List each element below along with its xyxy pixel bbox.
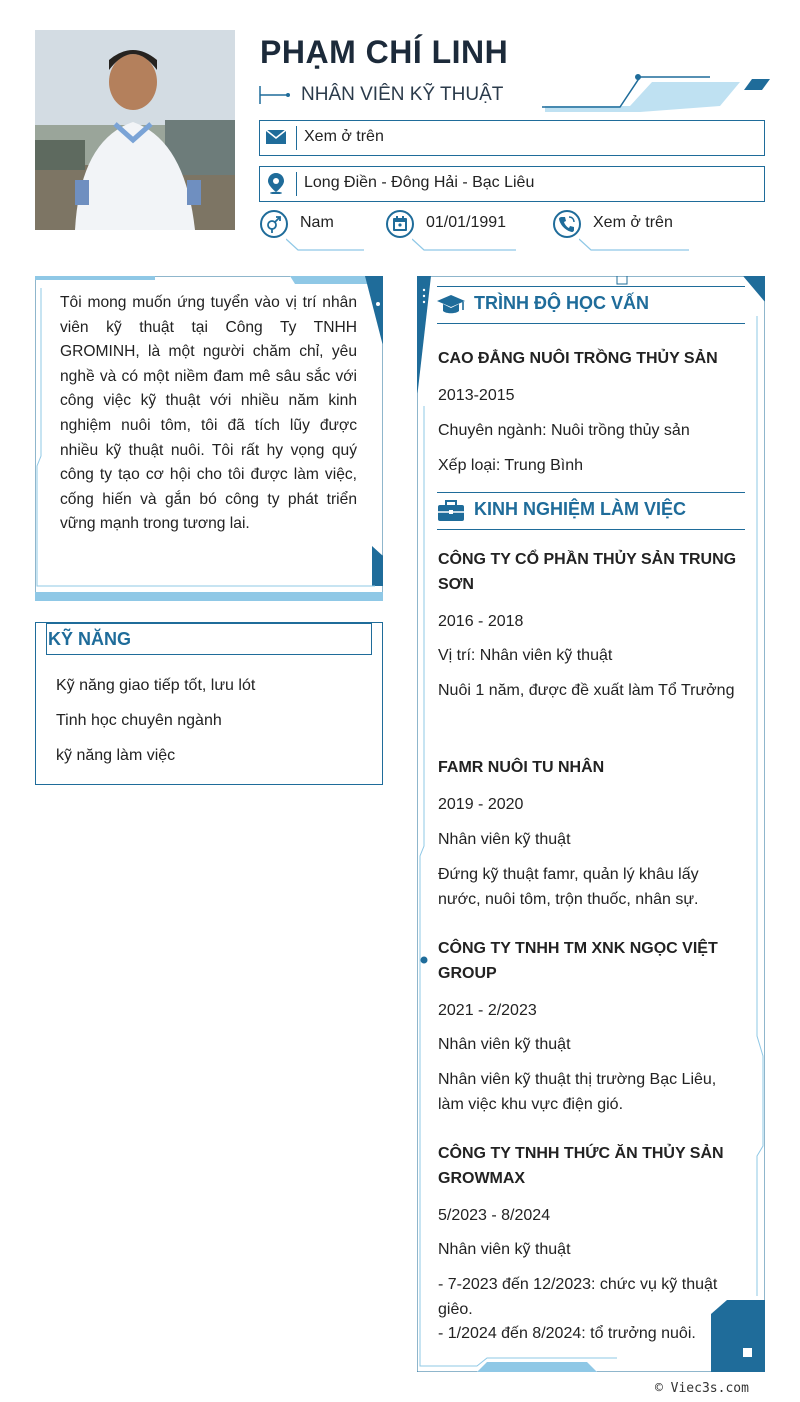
education-heading [437,286,745,324]
job-period: 2016 - 2018 [438,613,524,630]
birthday-value: 01/01/1991 [426,214,507,231]
job-company: CÔNG TY TNHH THỨC ĂN THỦY SẢN GROWMAX [438,1145,724,1187]
skill-item: Kỹ năng giao tiếp tốt, lưu lót [56,677,256,694]
underline-decoration [286,238,366,252]
underline-decoration [412,238,518,252]
job-period: 2019 - 2020 [438,796,524,813]
title-line-decoration [259,86,291,104]
job-period: 5/2023 - 8/2024 [438,1207,551,1224]
header-circuit-decoration [540,74,772,114]
education-years: 2013-2015 [438,387,515,404]
job-company: FAMR NUÔI TU NHÂN [438,759,605,776]
job-company: CÔNG TY TNHH TM XNK NGỌC VIỆT GROUP [438,940,718,982]
envelope-icon [265,126,287,148]
phone-value: Xem ở trên [593,214,673,231]
job-description: - 7-2023 đến 12/2023: chức vụ kỹ thuật giêo. [438,1276,718,1318]
education-rank: Xếp loại: Trung Bình [438,457,583,474]
separator [296,126,297,150]
footer-copyright: © Viec3s.com [655,1381,749,1396]
job-company: CÔNG TY CỔ PHẦN THỦY SẢN TRUNG SƠN [438,551,737,593]
skill-item: kỹ năng làm việc [56,747,176,764]
job-description-2: - 1/2024 đến 8/2024: tổ trưởng nuôi. [438,1325,696,1342]
email-value: Xem ở trên [304,128,384,145]
job-description: Nuôi 1 năm, được đề xuất làm Tổ Trưởng [438,682,735,699]
separator [296,172,297,196]
school-name: CAO ĐẲNG NUÔI TRỒNG THỦY SẢN [438,350,718,367]
job-role: Nhân viên kỹ thuật [438,1241,571,1258]
address-value: Long Điền - Đông Hải - Bạc Liêu [304,174,535,191]
job-position: NHÂN VIÊN KỸ THUẬT [301,84,504,105]
experience-title: KINH NGHIỆM LÀM VIỆC [474,499,687,519]
email-row [259,120,765,156]
job-period: 2021 - 2/2023 [438,1002,537,1019]
job-role: Nhân viên kỹ thuật [438,1036,571,1053]
graduation-cap-icon [437,293,465,317]
job-description: Nhân viên kỹ thuật thị trường Bạc Liêu, làm việc khu vực điện gió. [438,1071,717,1113]
underline-decoration [579,238,691,252]
briefcase-icon [437,499,465,523]
gender-value: Nam [300,214,334,231]
job-role: Vị trí: Nhân viên kỹ thuật [438,647,613,664]
phone-icon [553,210,581,238]
skills-title: KỸ NĂNG [48,629,132,649]
gender-icon [260,210,288,238]
education-title: TRÌNH ĐỘ HỌC VẤN [474,293,649,313]
experience-heading [437,492,745,530]
profile-photo [35,30,235,230]
location-pin-icon [265,172,287,194]
job-role: Nhân viên kỹ thuật [438,831,571,848]
education-major: Chuyên ngành: Nuôi trồng thủy sản [438,422,690,439]
skill-item: Tinh học chuyên ngành [56,712,222,729]
calendar-icon [386,210,414,238]
address-row [259,166,765,202]
job-description: Đứng kỹ thuật famr, quản lý khâu lấy nước, nuôi tôm, trộn thuốc, nhân sự. [438,866,699,908]
candidate-name: PHẠM CHÍ LINH [260,34,509,70]
career-objective: Tôi mong muốn ứng tuyển vào vị trí nhân viên kỹ thuật tại Công Ty TNHH GROMINH, là một người chăm chỉ, yêu nghề và có một niềm đam mê sâu sắc với công việc kỹ thuật với nhiều năm kinh nghiệm nuôi tôm, tôi đã tích lũy được nhiều kỹ thuật nuôi. Tôi rất hy vọng quý công ty tạo cơ hội cho tôi được làm việc, cống hiến và gắn bó công ty phát triển vững mạnh trong tương lai. [60,294,357,533]
